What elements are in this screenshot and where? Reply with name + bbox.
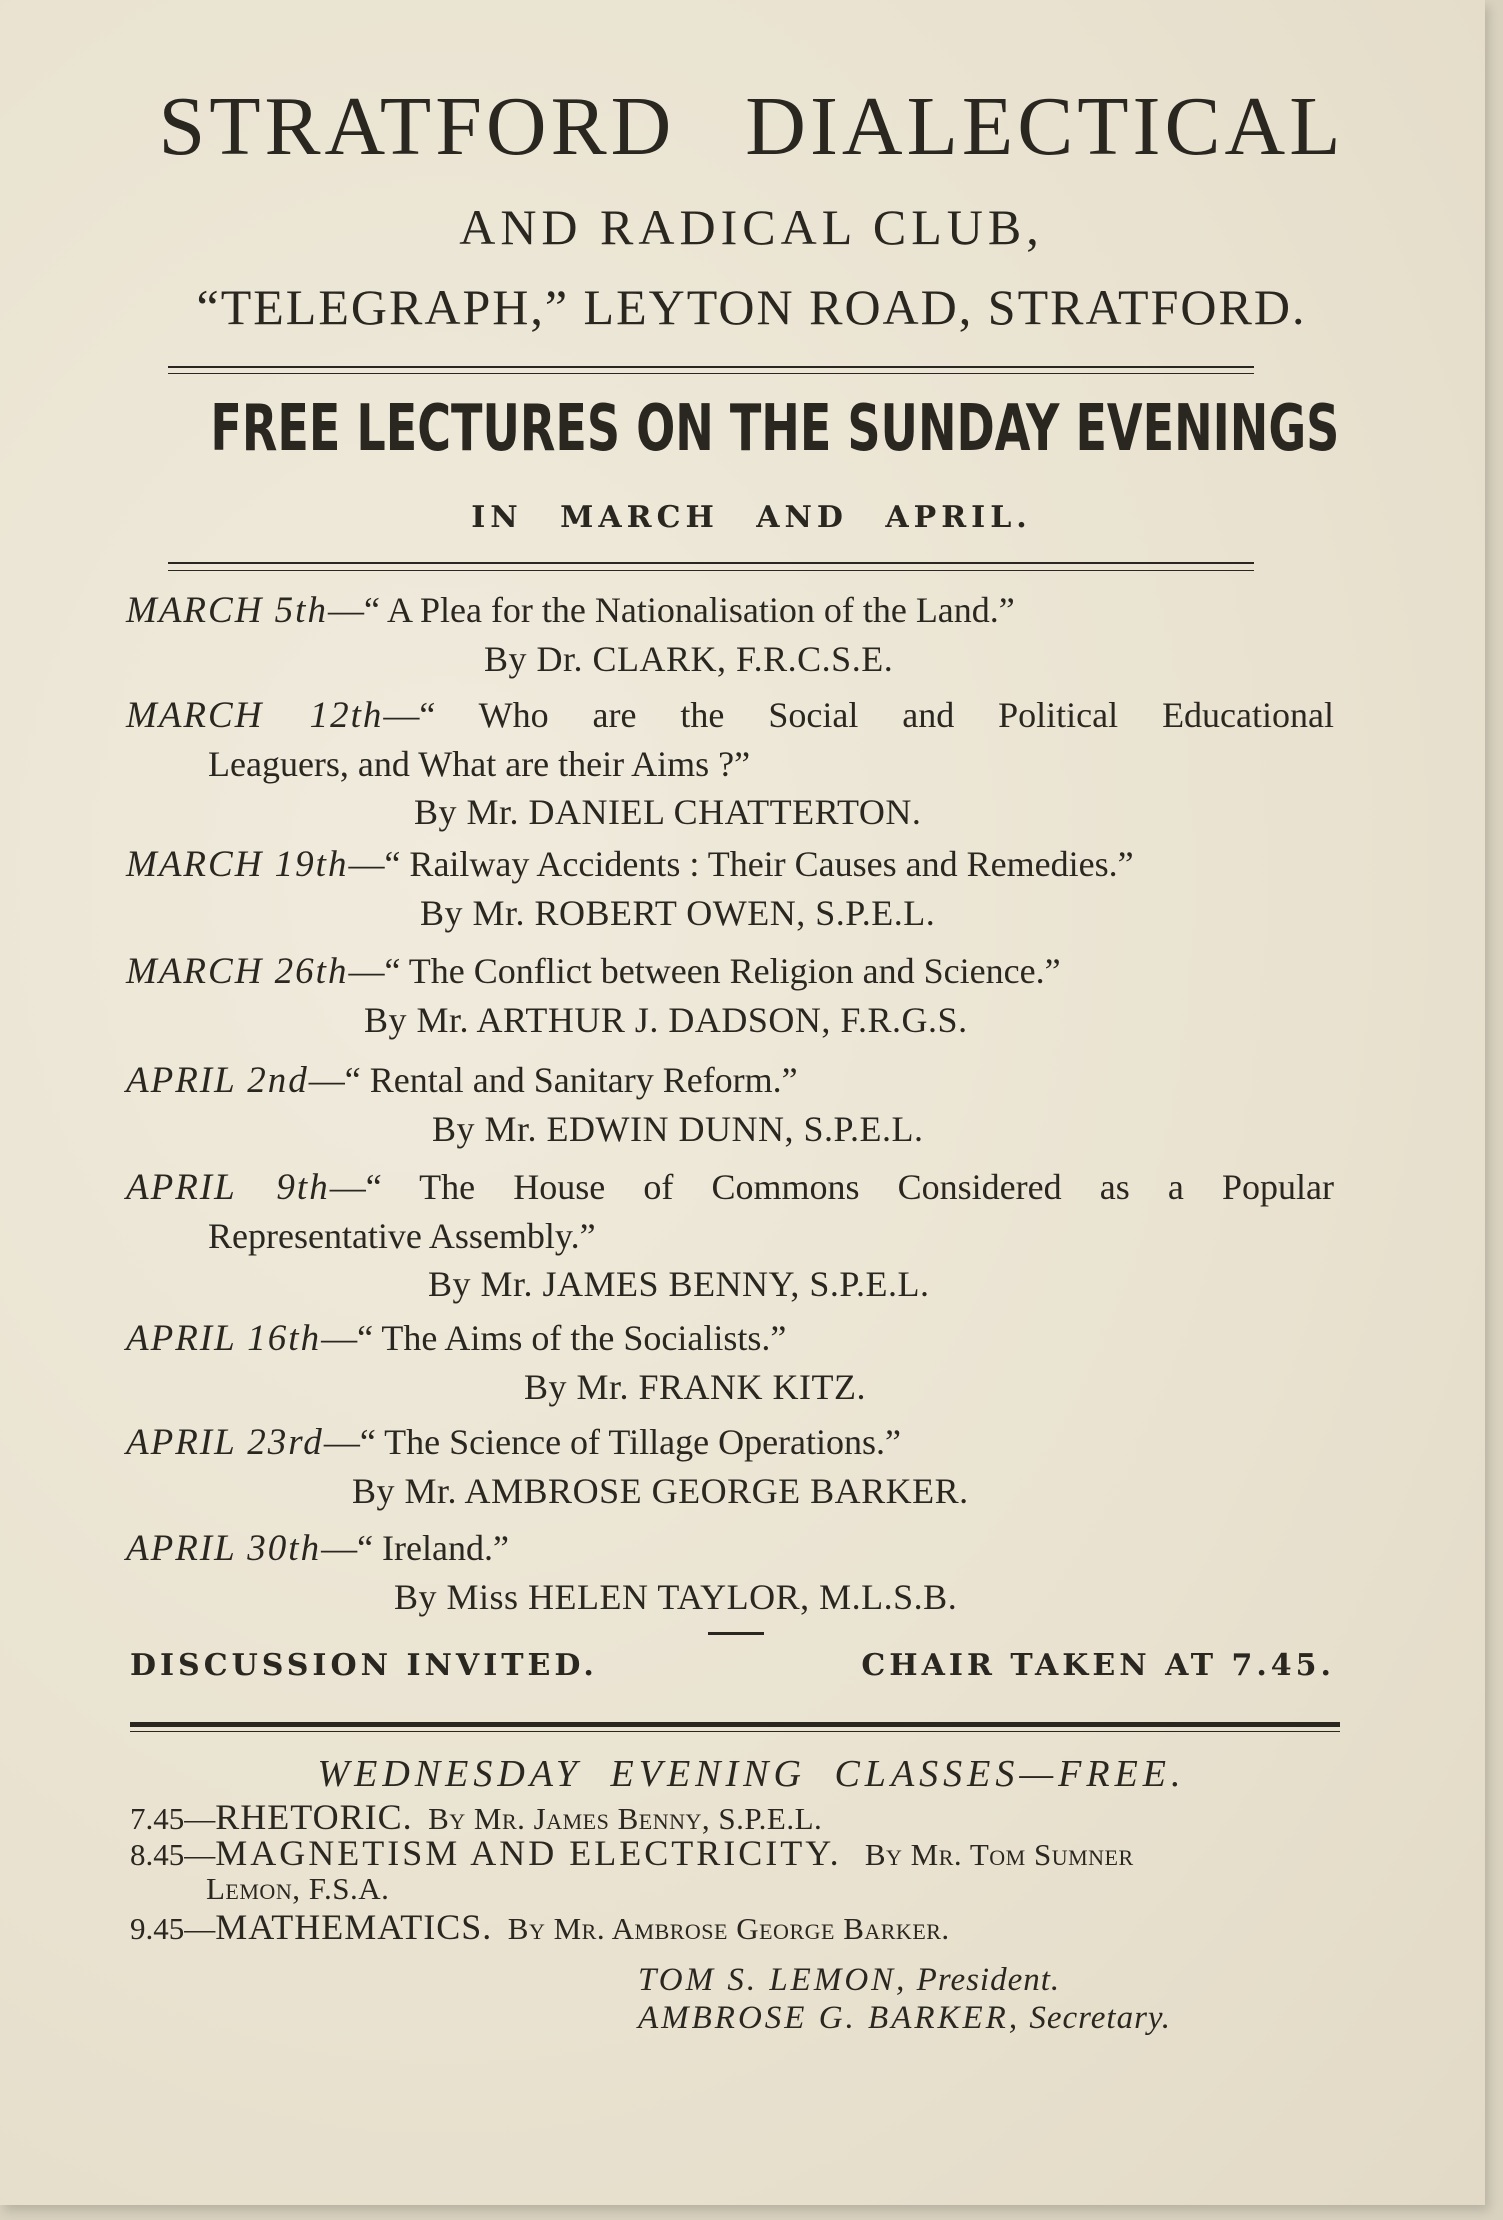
lecture-speaker: By Mr. ROBERT OWEN, S.P.E.L. [420, 893, 936, 933]
class-item: 8.45—MAGNETISM AND ELECTRICITY. By Mr. Tom Sumner [130, 1833, 1134, 1873]
discussion-invited: DISCUSSION INVITED. [130, 1648, 598, 1683]
lectures-subheading: IN MARCH AND APRIL. [471, 500, 1032, 535]
lecture-speaker: By Dr. CLARK, F.R.C.S.E. [484, 639, 894, 679]
lecture-item: MARCH 26th—“ The Conflict between Religion and Science.” By Mr. ARTHUR J. DADSON, F.R.G.S. [126, 947, 1334, 1044]
lecture-date: APRIL 2nd [126, 1060, 309, 1101]
lecture-item: APRIL 16th—“ The Aims of the Socialists.” By Mr. FRANK KITZ. [126, 1314, 1334, 1411]
class-item: 9.45—MATHEMATICS. By Mr. Ambrose George Barker. [130, 1907, 950, 1947]
lecture-speaker: By Miss HELEN TAYLOR, M.L.S.B. [394, 1577, 958, 1617]
lecture-date: MARCH 5th [126, 590, 328, 631]
lecture-item: APRIL 23rd—“ The Science of Tillage Operations.” By Mr. AMBROSE GEORGE BARKER. [126, 1418, 1334, 1515]
lecture-date: APRIL 16th [126, 1318, 322, 1359]
title-word-2: DIALECTICAL [745, 80, 1345, 173]
lecture-date: MARCH 12th [126, 695, 384, 736]
class-item: 7.45—RHETORIC. By Mr. James Benny, S.P.E.L. [130, 1797, 823, 1837]
divider-rule-3b [130, 1731, 1340, 1732]
lecture-speaker: By Mr. FRANK KITZ. [524, 1367, 867, 1407]
class-teacher: By Mr. Tom Sumner [864, 1837, 1134, 1872]
signatory-name: AMBROSE G. BARKER, [638, 2000, 1021, 2036]
divider-rule-1b [168, 373, 1254, 374]
class-teacher: By Mr. Ambrose George Barker. [507, 1911, 950, 1946]
class-time: 9.45 [130, 1911, 185, 1946]
lecture-item: MARCH 5th—“ A Plea for the Nationalisation of the Land.” By Dr. CLARK, F.R.C.S.E. [126, 586, 1334, 683]
signatory-role: Secretary. [1029, 2000, 1171, 2036]
lecture-title: “ The Conflict between Religion and Science.” [384, 951, 1061, 991]
lecture-item: APRIL 30th—“ Ireland.” By Miss HELEN TAYLOR, M.L.S.B. [126, 1524, 1334, 1621]
class-time: 8.45 [130, 1837, 185, 1872]
chair-time: CHAIR TAKEN AT 7.45. [861, 1648, 1335, 1683]
class-subject: MATHEMATICS. [215, 1907, 493, 1947]
lecture-speaker: By Mr. AMBROSE GEORGE BARKER. [352, 1471, 969, 1511]
divider-rule-3 [130, 1722, 1340, 1727]
lecture-item: MARCH 19th—“ Railway Accidents : Their Causes and Remedies.” By Mr. ROBERT OWEN, S.P.E.L. [126, 840, 1334, 937]
divider-rule-2b [168, 570, 1254, 571]
lecture-item: APRIL 9th—“ The House of Commons Considered as a Popular Representative Assembly.” By Mr. JAMES BENNY, S.P.E.L. [126, 1163, 1334, 1308]
signatory-role: President. [916, 1962, 1061, 1998]
class-teacher-continued [130, 1872, 1340, 1906]
lecture-title: “ Who are the Social and Political Educational [419, 695, 1334, 735]
class-list [130, 1797, 1340, 1947]
signature-secretary [638, 2000, 1171, 2037]
lecture-title-continued: Representative Assembly.” [208, 1216, 596, 1256]
divider-rule-2 [168, 562, 1254, 564]
class-teacher-cont: Lemon, F.S.A. [206, 1871, 390, 1906]
lecture-title: “ The Science of Tillage Operations.” [359, 1422, 902, 1462]
lecture-speaker: By Mr. ARTHUR J. DADSON, F.R.G.S. [364, 1000, 968, 1040]
classes-heading: WEDNESDAY EVENING CLASSES—FREE. [317, 1753, 1186, 1795]
divider-rule-1 [168, 366, 1254, 368]
lecture-speaker: By Mr. JAMES BENNY, S.P.E.L. [428, 1264, 930, 1304]
lecture-title: “ A Plea for the Nationalisation of the Land.” [363, 590, 1015, 630]
lecture-title: “ Rental and Sanitary Reform.” [344, 1060, 798, 1100]
lecture-title: “ Ireland.” [357, 1528, 509, 1568]
notice-line [130, 1648, 1335, 1683]
lecture-date: MARCH 26th [126, 951, 349, 992]
lecture-speaker: By Mr. EDWIN DUNN, S.P.E.L. [432, 1109, 924, 1149]
lecture-item: MARCH 12th—“ Who are the Social and Political Educational Leaguers, and What are their Aims ?” By Mr. DANIEL CHATTERTON. [126, 691, 1334, 836]
signatory-name: TOM S. LEMON, [638, 1962, 908, 1998]
class-subject: MAGNETISM AND ELECTRICITY. [215, 1833, 842, 1873]
lecture-date: MARCH 19th [126, 844, 349, 885]
class-time: 7.45 [130, 1801, 185, 1836]
club-subtitle: AND RADICAL CLUB, [459, 199, 1044, 255]
short-divider [708, 1632, 764, 1635]
class-subject: RHETORIC. [215, 1797, 413, 1837]
lecture-date: APRIL 30th [126, 1528, 322, 1569]
title-word-1: STRATFORD [158, 80, 676, 173]
lecture-date: APRIL 23rd [126, 1422, 324, 1463]
lecture-title: “ The Aims of the Socialists.” [357, 1318, 787, 1358]
lecture-item: APRIL 2nd—“ Rental and Sanitary Reform.” By Mr. EDWIN DUNN, S.P.E.L. [126, 1056, 1334, 1153]
lecture-title-continued: Leaguers, and What are their Aims ?” [208, 744, 751, 784]
lecture-speaker: By Mr. DANIEL CHATTERTON. [414, 792, 922, 832]
club-title [0, 78, 1485, 175]
club-address: “TELEGRAPH,” LEYTON ROAD, STRATFORD. [196, 279, 1307, 335]
signature-president [638, 1962, 1060, 1999]
lecture-title: “ Railway Accidents : Their Causes and Remedies.” [384, 844, 1134, 884]
class-teacher: By Mr. James Benny, S.P.E.L. [428, 1801, 823, 1836]
lecture-title: “ The House of Commons Considered as a Popular [365, 1167, 1334, 1207]
lectures-heading: FREE LECTURES ON THE SUNDAY EVENINGS [210, 392, 1340, 466]
lecture-date: APRIL 9th [126, 1167, 330, 1208]
